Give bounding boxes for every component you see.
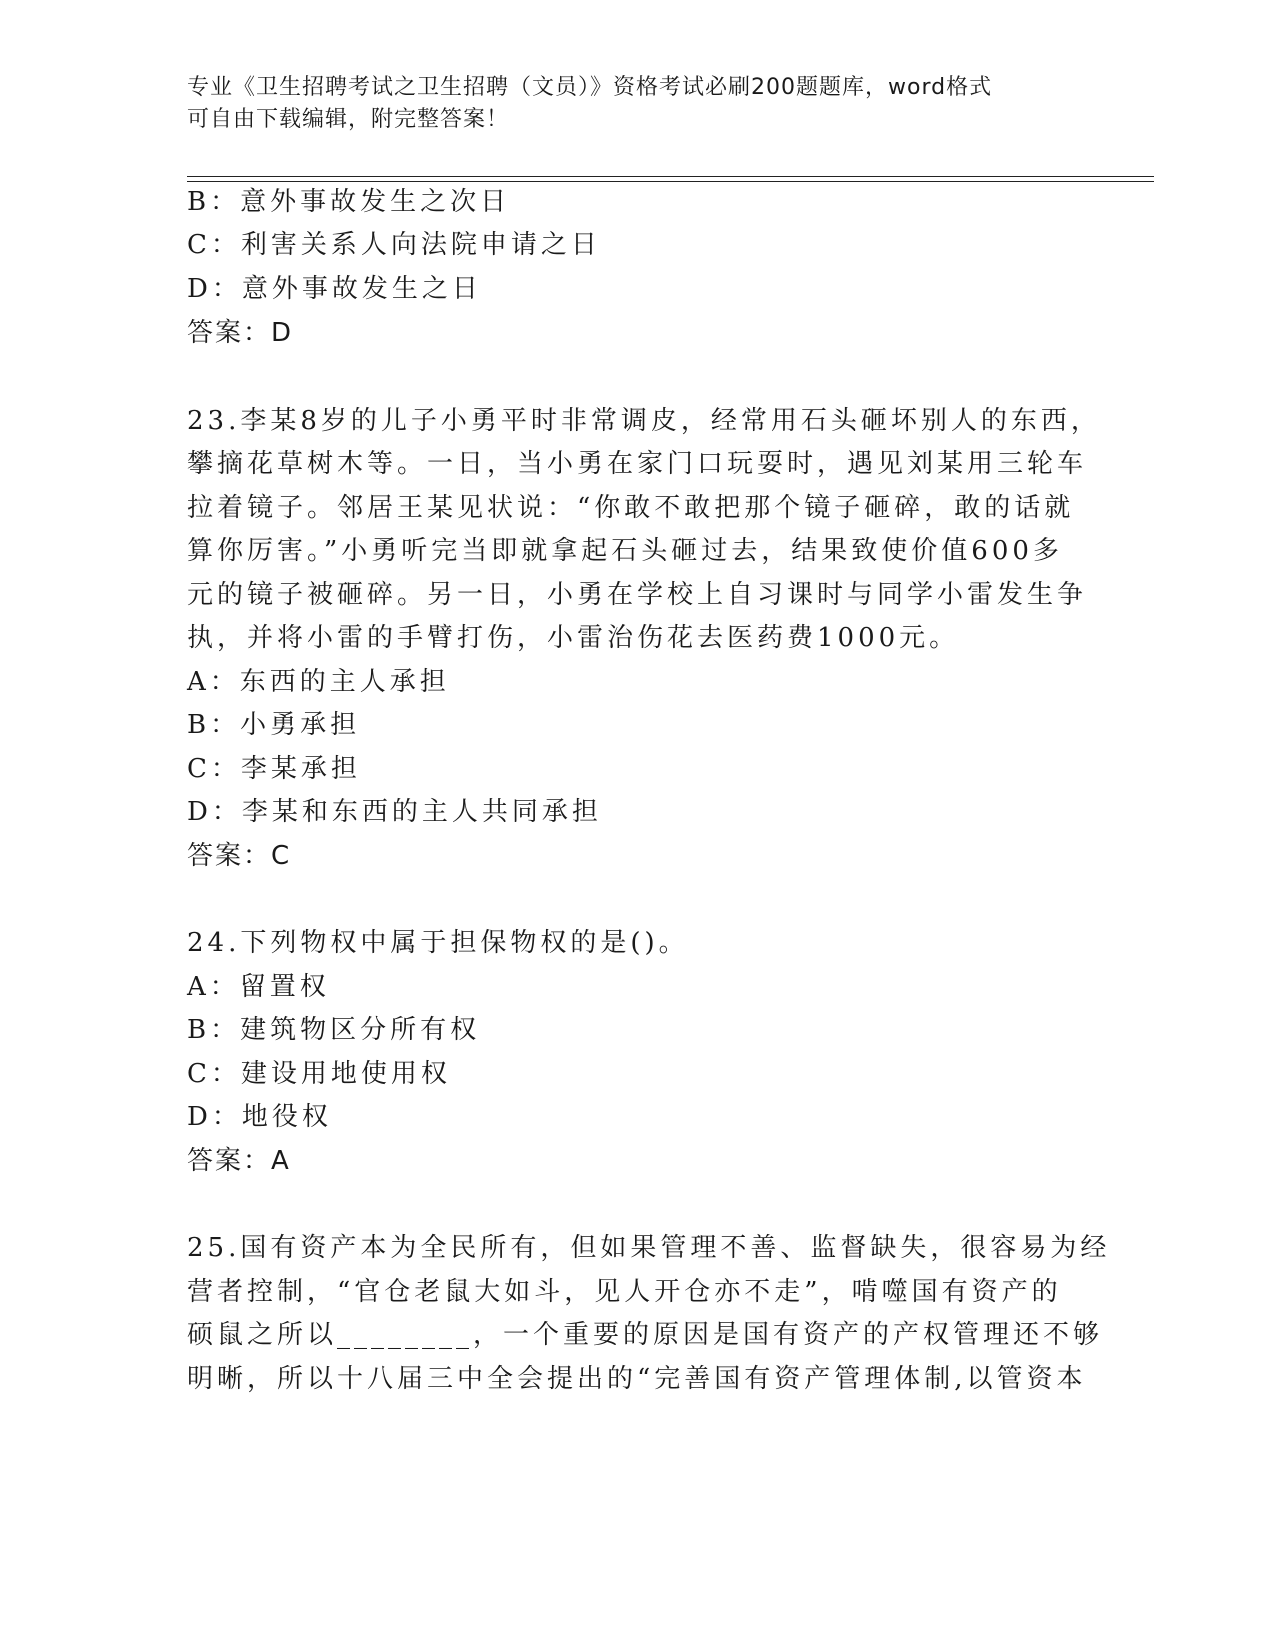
q22-option-c: C：利害关系人向法院申请之日 <box>187 230 601 260</box>
q22-option-d: D：意外事故发生之日 <box>187 274 482 304</box>
q25-stem-line-1: 25.国有资产本为全民所有，但如果管理不善、监督缺失，很容易为经 <box>187 1233 1111 1263</box>
q24-option-d: D：地役权 <box>187 1102 332 1132</box>
q24-option-c: C：建设用地使用权 <box>187 1059 451 1089</box>
q25-stem-line-3: 硕鼠之所以________，一个重要的原因是国有资产的产权管理还不够 <box>187 1320 1104 1350</box>
q23-stem-line-4: 算你厉害。”小勇听完当即就拿起石头砸过去，结果致使价值600多 <box>187 536 1063 566</box>
q22-option-b: B：意外事故发生之次日 <box>187 187 511 217</box>
header-divider-bottom <box>187 181 1154 182</box>
q23-option-d: D：李某和东西的主人共同承担 <box>187 797 602 827</box>
q25-stem-line-4: 明晰，所以十八届三中全会提出的“完善国有资产管理体制,以管资本 <box>187 1364 1087 1394</box>
q25-stem-line-2: 营者控制，“官仓老鼠大如斗，见人开仓亦不走”，啃噬国有资产的 <box>187 1277 1062 1307</box>
q24-option-a: A：留置权 <box>187 972 330 1002</box>
q23-option-a: A：东西的主人承担 <box>187 667 450 697</box>
q24-option-b: B：建筑物区分所有权 <box>187 1015 481 1045</box>
q23-stem-line-6: 执，并将小雷的手臂打伤，小雷治伤花去医药费1000元。 <box>187 623 960 653</box>
q23-stem-line-2: 攀摘花草树木等。一日，当小勇在家门口玩耍时，遇见刘某用三轮车 <box>187 449 1088 479</box>
q24-stem: 24.下列物权中属于担保物权的是()。 <box>187 928 689 958</box>
header-line-1: 专业《卫生招聘考试之卫生招聘（文员）》资格考试必刷200题题库，word格式 <box>187 75 993 100</box>
header-line-2: 可自由下载编辑，附完整答案！ <box>187 107 510 132</box>
q23-stem-line-3: 拉着镜子。邻居王某见状说：“你敢不敢把那个镜子砸碎，敢的话就 <box>187 493 1075 523</box>
q22-answer: 答案：D <box>187 318 294 348</box>
q23-stem-line-1: 23.李某8岁的儿子小勇平时非常调皮，经常用石头砸坏别人的东西， <box>187 406 1101 436</box>
q23-option-c: C：李某承担 <box>187 754 361 784</box>
header-divider-top <box>187 176 1154 177</box>
q23-answer: 答案：C <box>187 841 292 871</box>
page-header <box>187 72 1067 136</box>
q23-stem-line-5: 元的镜子被砸碎。另一日，小勇在学校上自习课时与同学小雷发生争 <box>187 580 1088 610</box>
q23-option-b: B：小勇承担 <box>187 710 361 740</box>
q24-answer: 答案：A <box>187 1146 291 1176</box>
